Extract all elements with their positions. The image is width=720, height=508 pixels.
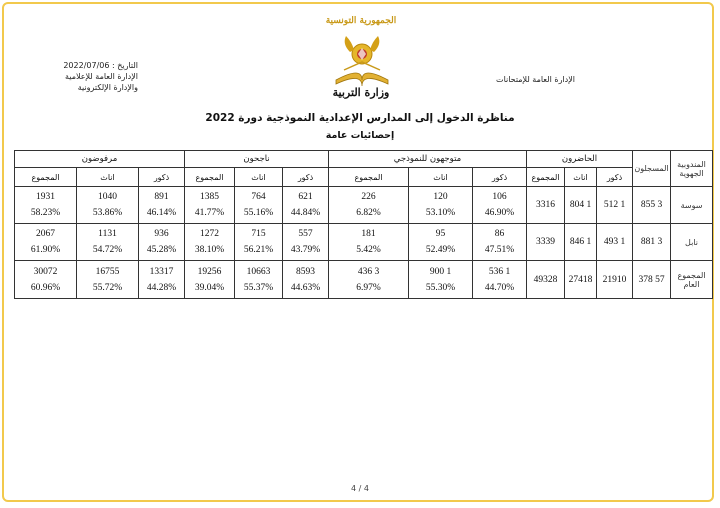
cell-region-value: المجموع العام: [677, 270, 706, 289]
cell-passed-total-count: 19256: [197, 266, 222, 277]
cell-present-female: [565, 261, 597, 299]
cell-rejected-female-percent: 53.86%: [92, 208, 123, 218]
cell-oriented-total: [329, 261, 409, 299]
cell-oriented-male-count: 86: [494, 229, 505, 239]
cell-oriented-total-count: 3 436: [357, 266, 380, 277]
cell-rejected-female: [77, 261, 139, 299]
subheader-total: المجموع: [185, 168, 235, 187]
cell-passed-total: [185, 187, 235, 224]
cell-oriented-female: [409, 187, 473, 224]
cell-present-female-value: 27418: [568, 274, 593, 285]
cell-passed-female: [235, 224, 283, 261]
cell-rejected-male: [139, 224, 185, 261]
cell-passed-male: [283, 187, 329, 224]
left-header: [18, 60, 138, 93]
header-oriented: متوجهون للنموذجي: [329, 151, 527, 168]
subheader-male: ذكور: [283, 168, 329, 187]
cell-registered-value: 3 881: [640, 237, 663, 247]
cell-region-value: نابل: [685, 237, 698, 247]
header-rejected: مرفوضون: [15, 151, 185, 168]
cell-rejected-female-percent: 54.72%: [92, 245, 123, 255]
cell-rejected-male: [139, 261, 185, 299]
cell-oriented-male-percent: 46.90%: [484, 208, 515, 218]
right-dept: الإدارة العامة للإمتحانات: [496, 75, 575, 84]
cell-oriented-female-count: 120: [433, 192, 448, 202]
cell-present-female-value: 1 846: [569, 237, 592, 247]
cell-region: [671, 261, 713, 299]
cell-passed-total-percent: 38.10%: [194, 245, 225, 255]
subheader-female: اناث: [565, 168, 597, 187]
table-row: [15, 261, 713, 299]
cell-oriented-total-count: 181: [361, 229, 376, 239]
header-present: الحاضرون: [527, 151, 633, 168]
cell-passed-total-percent: 39.04%: [194, 282, 225, 293]
cell-present-female-value: 1 804: [569, 200, 592, 210]
subheader-male: ذكور: [597, 168, 633, 187]
cell-passed-male-percent: 44.84%: [290, 208, 321, 218]
cell-region-value: سوسة: [680, 200, 703, 210]
cell-passed-male-count: 557: [298, 229, 313, 239]
left-dept-line1: الإدارة العامة للإعلامية: [65, 72, 138, 81]
cell-present-male-value: 21910: [602, 274, 627, 285]
cell-passed-female: [235, 261, 283, 299]
cell-rejected-total-percent: 60.96%: [30, 282, 61, 293]
subheader-female: اناث: [235, 168, 283, 187]
cell-oriented-total-count: 226: [361, 192, 376, 202]
header-passed: ناجحون: [185, 151, 329, 168]
cell-oriented-male: [473, 187, 527, 224]
statistics-table: [14, 150, 713, 299]
cell-rejected-male-count: 936: [154, 229, 169, 239]
cell-oriented-female-count: 1 900: [429, 266, 452, 277]
cell-passed-total-count: 1385: [200, 192, 219, 202]
cell-passed-male-percent: 43.79%: [290, 245, 321, 255]
cell-rejected-female-percent: 55.72%: [92, 282, 123, 293]
cell-rejected-female: [77, 224, 139, 261]
cell-present-female: [565, 187, 597, 224]
cell-oriented-female: [409, 261, 473, 299]
table-row: [15, 224, 713, 261]
subheader-total: المجموع: [15, 168, 77, 187]
cell-rejected-total-count: 2067: [36, 229, 55, 239]
cell-passed-total-percent: 41.77%: [194, 208, 225, 218]
cell-rejected-male-count: 891: [154, 192, 169, 202]
cell-region: [671, 224, 713, 261]
cell-rejected-total-percent: 58.23%: [30, 208, 61, 218]
document-title: مناظرة الدخول إلى المدارس الإعدادية النموذجية دورة 2022: [205, 112, 515, 124]
cell-passed-total: [185, 261, 235, 299]
cell-passed-female-percent: 56.21%: [243, 245, 274, 255]
subheader-female: اناث: [409, 168, 473, 187]
cell-present-total-value: 49328: [533, 274, 558, 285]
cell-rejected-total-count: 1931: [36, 192, 55, 202]
cell-oriented-total-percent: 6.97%: [356, 282, 381, 293]
cell-present-total: [527, 224, 565, 261]
cell-rejected-female: [77, 187, 139, 224]
cell-oriented-female-percent: 55.30%: [425, 282, 456, 293]
republic-label: الجمهورية التونسية: [325, 16, 397, 26]
cell-oriented-female-percent: 53.10%: [425, 208, 456, 218]
cell-oriented-male: [473, 261, 527, 299]
cell-oriented-male: [473, 224, 527, 261]
cell-passed-female: [235, 187, 283, 224]
cell-rejected-total-count: 30072: [33, 266, 58, 277]
cell-passed-male-count: 8593: [296, 266, 315, 277]
ministry-label: وزارة التربية: [332, 86, 390, 99]
cell-rejected-male-percent: 45.28%: [146, 245, 177, 255]
cell-present-male: [597, 261, 633, 299]
cell-region: [671, 187, 713, 224]
page-number: 4 / 4: [351, 484, 369, 493]
table-row: [15, 187, 713, 224]
cell-oriented-total-percent: 5.42%: [356, 245, 381, 255]
cell-present-total-value: 3339: [536, 237, 555, 247]
subheader-total: المجموع: [527, 168, 565, 187]
cell-present-male: [597, 224, 633, 261]
cell-rejected-female-count: 16755: [95, 266, 120, 277]
cell-present-total-value: 3316: [536, 200, 555, 210]
cell-rejected-total: [15, 187, 77, 224]
cell-present-male-value: 1 493: [603, 237, 626, 247]
cell-rejected-male-percent: 46.14%: [146, 208, 177, 218]
date-label: التاريخ : 2022/07/06: [63, 61, 138, 70]
cell-passed-female-percent: 55.37%: [243, 282, 274, 293]
cell-oriented-female-percent: 52.49%: [425, 245, 456, 255]
cell-rejected-male: [139, 187, 185, 224]
cell-present-female: [565, 224, 597, 261]
cell-registered: [633, 224, 671, 261]
cell-present-male: [597, 187, 633, 224]
document-subtitle: إحصائيات عامة: [325, 130, 395, 141]
subheader-female: اناث: [77, 168, 139, 187]
cell-oriented-female-count: 95: [435, 229, 446, 239]
cell-rejected-male-percent: 44.28%: [146, 282, 177, 293]
cell-rejected-total-percent: 61.90%: [30, 245, 61, 255]
cell-rejected-female-count: 1040: [98, 192, 117, 202]
cell-oriented-male-percent: 44.70%: [484, 282, 515, 293]
cell-oriented-female: [409, 224, 473, 261]
cell-oriented-male-count: 106: [492, 192, 507, 202]
cell-registered-value: 57 378: [638, 274, 665, 285]
cell-registered-value: 3 855: [640, 200, 663, 210]
cell-registered: [633, 261, 671, 299]
cell-passed-male: [283, 224, 329, 261]
cell-present-total: [527, 187, 565, 224]
cell-passed-female-count: 764: [251, 192, 266, 202]
cell-oriented-male-percent: 47.51%: [484, 245, 515, 255]
subheader-total: المجموع: [329, 168, 409, 187]
cell-registered: [633, 187, 671, 224]
header-registered: المسجلون: [633, 151, 671, 187]
cell-passed-female-percent: 55.16%: [243, 208, 274, 218]
cell-passed-male-percent: 44.63%: [290, 282, 321, 293]
subheader-male: ذكور: [473, 168, 527, 187]
cell-rejected-male-count: 13317: [149, 266, 174, 277]
cell-passed-female-count: 10663: [246, 266, 271, 277]
cell-present-male-value: 1 512: [603, 200, 626, 210]
left-dept-line2: والإدارة الإلكترونية: [77, 83, 138, 92]
cell-present-total: [527, 261, 565, 299]
cell-rejected-total: [15, 261, 77, 299]
cell-passed-male-count: 621: [298, 192, 313, 202]
subheader-male: ذكور: [139, 168, 185, 187]
header-region: المندوبية الجهوية: [671, 151, 713, 187]
cell-oriented-total: [329, 187, 409, 224]
cell-passed-male: [283, 261, 329, 299]
cell-rejected-total: [15, 224, 77, 261]
cell-passed-total-count: 1272: [200, 229, 219, 239]
cell-passed-total: [185, 224, 235, 261]
cell-passed-female-count: 715: [251, 229, 266, 239]
cell-oriented-total-percent: 6.82%: [356, 208, 381, 218]
cell-oriented-total: [329, 224, 409, 261]
cell-oriented-male-count: 1 536: [488, 266, 511, 277]
cell-rejected-female-count: 1131: [98, 229, 117, 239]
